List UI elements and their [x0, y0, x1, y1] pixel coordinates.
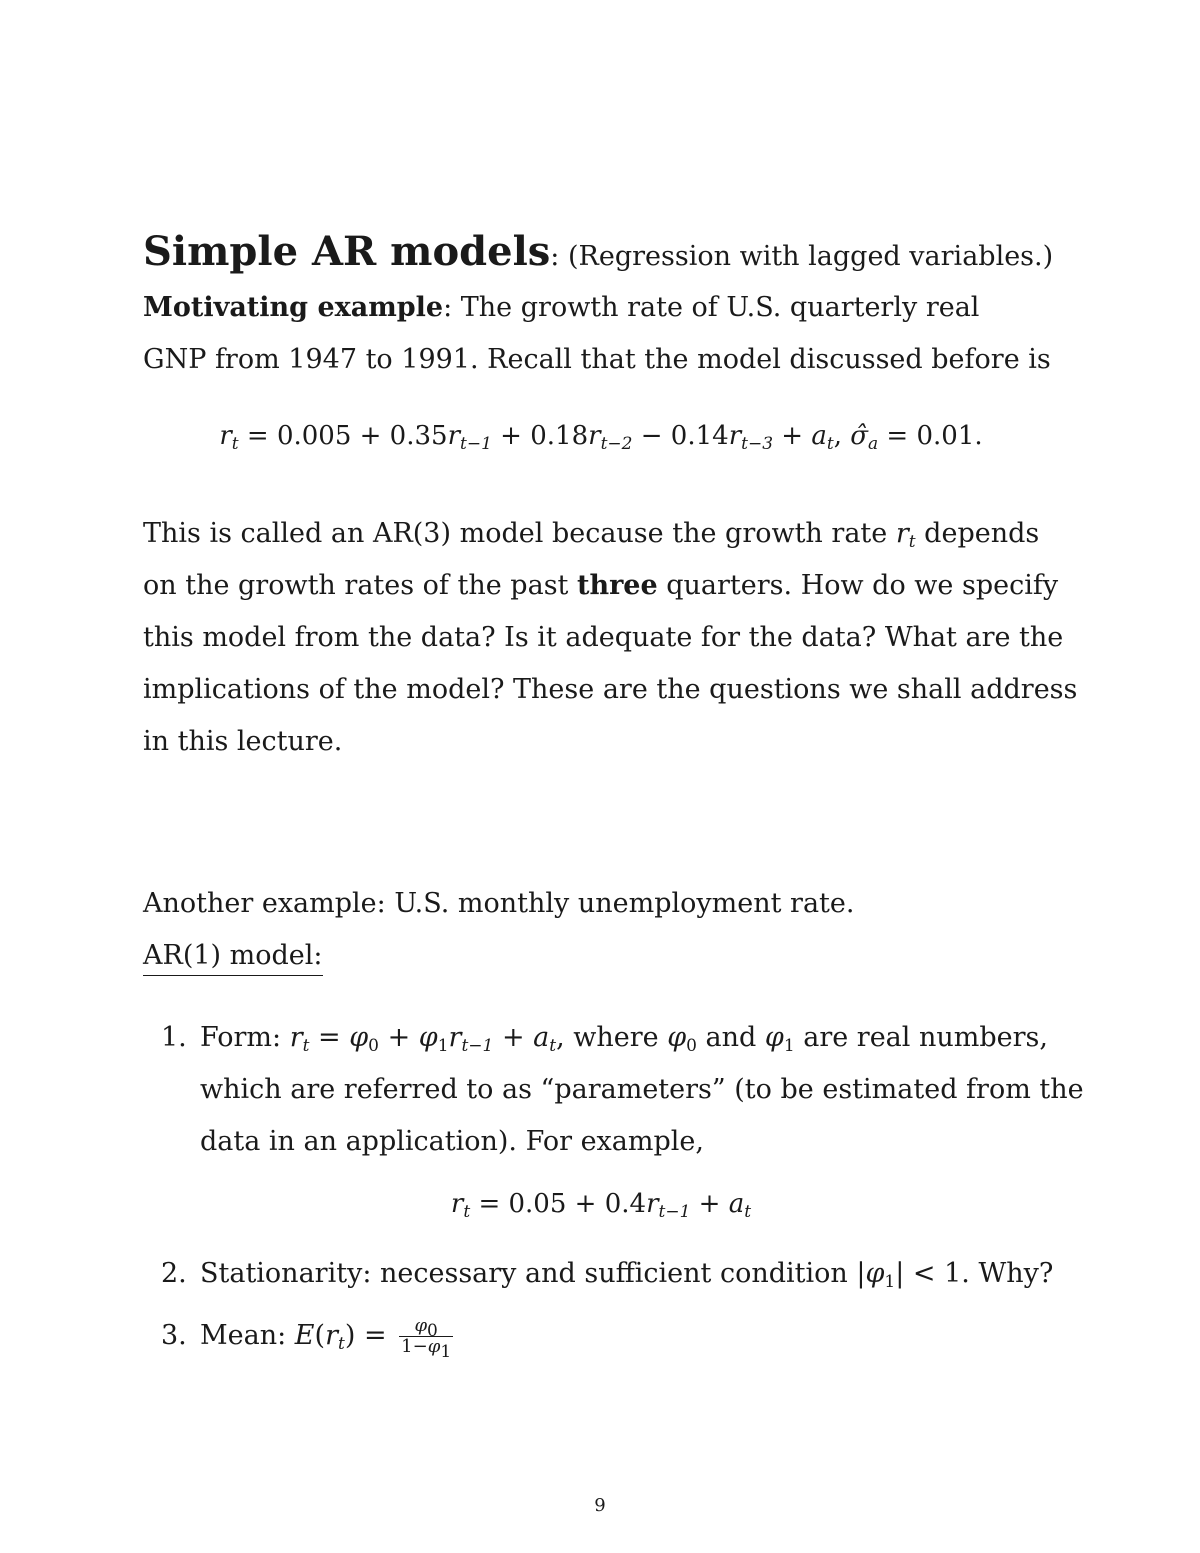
- eq1-sigma-sub: a: [868, 434, 879, 454]
- eq1-part4: +: [773, 421, 812, 451]
- ar1-heading: [143, 930, 1059, 982]
- paragraph-2-line-4: implications of the model? These are the questions we shall address: [143, 674, 1078, 705]
- item1-r-sub: t: [302, 1036, 310, 1056]
- item1-line-2: which are referred to as “parameters” (to be estimated from the: [200, 1074, 1084, 1105]
- p2-l2-bold: three: [576, 570, 658, 601]
- list-item-1-number: 1.: [161, 1022, 187, 1053]
- eq2-r: r: [450, 1189, 464, 1219]
- eq1-r3-sub: t−3: [741, 434, 774, 454]
- item1-phi1-sub: 1: [437, 1036, 449, 1056]
- p2-l2b: quarters. How do we specify: [657, 570, 1059, 601]
- section-title: Simple AR models: [143, 228, 551, 275]
- motivating-line-1: [143, 282, 1059, 334]
- eq1-a: a: [811, 421, 827, 451]
- eq1-r1: r: [447, 421, 461, 451]
- eq1-r2: r: [588, 421, 601, 451]
- ar1-label-colon: :: [313, 940, 323, 971]
- frac-num-phi: φ: [414, 1315, 428, 1336]
- vertical-spacer: [143, 768, 1059, 878]
- eq1-r2-sub: t−2: [600, 434, 633, 454]
- eq1-lhs: r: [219, 421, 232, 451]
- item1-phi0: φ: [349, 1022, 369, 1053]
- item3-E: E: [294, 1320, 315, 1351]
- section-heading: [143, 222, 1059, 282]
- fraction-denominator: [399, 1336, 453, 1362]
- eq2-part1: = 0.05 + 0.4: [470, 1189, 647, 1219]
- paragraph-2-line-1: [143, 508, 1059, 560]
- paragraph-2-line-2: [143, 560, 1059, 612]
- page-content: [143, 222, 1084, 1362]
- item1-phi1b-sub: 1: [783, 1036, 795, 1056]
- frac-den-a: 1−: [401, 1336, 428, 1357]
- eq1-a-sub: t: [826, 434, 834, 454]
- item1-phi0-sub: 0: [368, 1036, 379, 1056]
- list-item-2-number: 2.: [161, 1258, 187, 1289]
- enumerated-list: [143, 1012, 1084, 1362]
- motivating-line-1-wrap: [143, 282, 979, 334]
- item1-and: and: [696, 1022, 765, 1053]
- item3-r-sub: t: [337, 1334, 345, 1354]
- item1-where: , where: [556, 1022, 668, 1053]
- item1-line-3: data in an application). For example,: [200, 1126, 704, 1157]
- item1-plus2: +: [493, 1022, 534, 1053]
- equation-ar1-example: [143, 1178, 1059, 1230]
- item2-phi-sub: 1: [884, 1272, 896, 1292]
- title-colon: :: [550, 241, 560, 272]
- eq1-lhs-sub: t: [231, 434, 239, 454]
- item3-paren-open: (: [314, 1320, 326, 1351]
- ar1-label: [143, 937, 323, 976]
- item1-phi0b-sub: 0: [686, 1036, 697, 1056]
- item3-paren-close: ): [344, 1320, 356, 1351]
- item1-a-sub: t: [549, 1036, 557, 1056]
- paragraph-2-line-3: this model from the data? Is it adequate for the data? What are the: [143, 622, 1064, 653]
- eq1-part6: = 0.01.: [878, 421, 983, 451]
- frac-den-sub: 1: [440, 1342, 452, 1362]
- frac-den-phi: φ: [427, 1336, 441, 1357]
- motivating-line-2: GNP from 1947 to 1991. Recall that the model discussed before is: [143, 344, 1051, 375]
- eq1-sigma: σ̂: [850, 421, 869, 451]
- fraction-numerator: [399, 1315, 453, 1341]
- eq2-r-sub: t: [463, 1202, 471, 1222]
- eq1-r1-sub: t−1: [460, 434, 492, 454]
- eq2-part2: +: [690, 1189, 729, 1219]
- eq1-part5: ,: [833, 421, 851, 451]
- equation-ar3: [143, 410, 1059, 462]
- p2-l1-r: r: [895, 518, 909, 549]
- p2-l1a: This is called an AR(3) model because the growth rate: [143, 518, 896, 549]
- item2-text-a: Stationarity: necessary and sufficient condition |: [200, 1258, 866, 1289]
- frac-num-sub: 0: [427, 1321, 438, 1341]
- item2-phi: φ: [865, 1258, 885, 1289]
- eq2-rprev: r: [646, 1189, 659, 1219]
- item1-real-numbers: are real numbers,: [794, 1022, 1048, 1053]
- mean-fraction: [399, 1315, 453, 1362]
- p2-l2a: on the growth rates of the past: [143, 570, 577, 601]
- eq1-r3: r: [728, 421, 742, 451]
- item1-r: r: [289, 1022, 303, 1053]
- section-subtitle: (Regression with lagged variables.): [568, 241, 1054, 272]
- item1-rprev: r: [448, 1022, 462, 1053]
- eq1-part1: = 0.005 + 0.35: [238, 421, 448, 451]
- motivating-label: Motivating example: [143, 292, 444, 323]
- item1-form-label: Form:: [200, 1022, 290, 1053]
- item2-line: [200, 1248, 1059, 1300]
- ar1-label-text: AR(1) model: [143, 940, 314, 971]
- item3-line: [200, 1310, 1059, 1362]
- list-item-3: [143, 1310, 1059, 1362]
- item1-plus1: +: [379, 1022, 419, 1053]
- eq2-a-sub: t: [744, 1202, 752, 1222]
- item3-text-a: Mean:: [200, 1320, 295, 1351]
- item1-phi1: φ: [418, 1022, 438, 1053]
- item2-text-b: | < 1. Why?: [895, 1258, 1054, 1289]
- list-item-2: [143, 1248, 1059, 1300]
- item1-a: a: [533, 1022, 550, 1053]
- list-item-1: [143, 1012, 1084, 1168]
- eq1-part2: + 0.18: [491, 421, 589, 451]
- item1-line-1: [200, 1012, 1059, 1064]
- p2-l1b: depends: [915, 518, 1040, 549]
- eq1-part3: − 0.14: [632, 421, 729, 451]
- list-item-3-number: 3.: [161, 1320, 187, 1351]
- item3-r: r: [325, 1320, 338, 1351]
- p2-l1-sub: t: [908, 532, 916, 552]
- item1-phi0b: φ: [667, 1022, 687, 1053]
- item3-eq: =: [355, 1320, 396, 1351]
- page-number: 9: [594, 1495, 606, 1516]
- item1-phi1b: φ: [764, 1022, 784, 1053]
- eq2-rprev-sub: t−1: [658, 1202, 691, 1222]
- eq2-a: a: [728, 1189, 745, 1219]
- item1-eq: =: [309, 1022, 350, 1053]
- item1-rprev-sub: t−1: [461, 1036, 494, 1056]
- motivating-text-1: : The growth rate of U.S. quarterly real: [443, 292, 980, 323]
- another-example-line: Another example: U.S. monthly unemployment rate.: [143, 888, 855, 919]
- paragraph-2-line-5: in this lecture.: [143, 726, 343, 757]
